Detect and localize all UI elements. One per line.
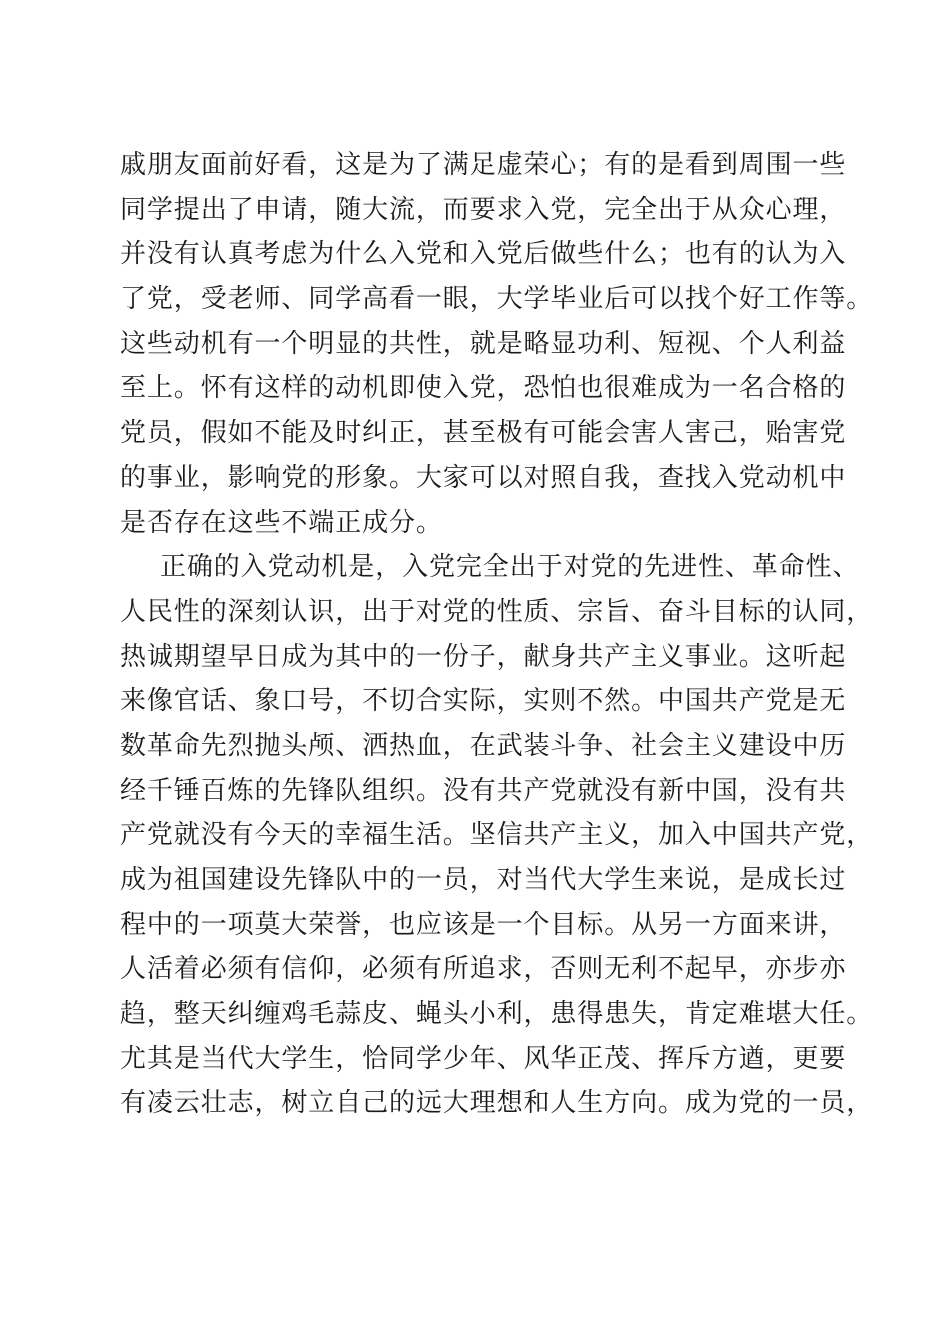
body-text — [120, 143, 874, 1126]
paragraph-first-line: 正确的入党动机是，入党完全出于对党的先进性、革命性、 — [160, 552, 860, 583]
text-line: 来像官话、象口号，不切合实际，实则不然。中国共产党是无 — [120, 686, 847, 717]
text-line: 戚朋友面前好看，这是为了满足虚荣心；有的是看到周围一些 — [120, 150, 847, 180]
text-line: 有凌云壮志，树立自己的远大理想和人生方向。成为党的一员， — [120, 1088, 874, 1119]
text-line: 热诚期望早日成为其中的一份子，献身共产主义事业。这听起 — [120, 641, 847, 672]
text-line: 人活着必须有信仰，必须有所追求，否则无利不起早，亦步亦 — [120, 954, 847, 985]
text-line: 数革命先烈抛头颅、洒热血，在武装斗争、社会主义建设中历 — [120, 730, 847, 761]
text-line: 程中的一项莫大荣誉，也应该是一个目标。从另一方面来讲， — [120, 909, 847, 940]
text-line: 了党，受老师、同学高看一眼，大学毕业后可以找个好工作等。 — [120, 284, 874, 315]
text-line: 同学提出了申请，随大流，而要求入党，完全出于从众心理， — [120, 194, 847, 225]
text-line: 是否存在这些不端正成分。 — [120, 507, 443, 538]
text-line: 成为祖国建设先锋队中的一员，对当代大学生来说，是成长过 — [120, 865, 847, 895]
text-line: 产党就没有今天的幸福生活。坚信共产主义，加入中国共产党， — [120, 820, 874, 851]
text-line: 并没有认真考虑为什么入党和入党后做些什么；也有的认为入 — [120, 239, 847, 270]
text-line: 趋，整天纠缠鸡毛蒜皮、蝇头小利，患得患失，肯定难堪大任。 — [120, 999, 874, 1030]
text-line: 的事业，影响党的形象。大家可以对照自我，查找入党动机中 — [120, 462, 847, 493]
text-line: 至上。怀有这样的动机即使入党，恐怕也很难成为一名合格的 — [120, 373, 847, 404]
text-line: 人民性的深刻认识，出于对党的性质、宗旨、奋斗目标的认同， — [120, 596, 874, 627]
text-line: 这些动机有一个明显的共性，就是略显功利、短视、个人利益 — [120, 328, 847, 359]
text-line: 尤其是当代大学生，恰同学少年、风华正茂、挥斥方遒，更要 — [120, 1043, 847, 1074]
text-line: 党员，假如不能及时纠正，甚至极有可能会害人害己，贻害党 — [120, 418, 847, 449]
text-line: 经千锤百炼的先锋队组织。没有共产党就没有新中国，没有共 — [120, 775, 847, 806]
